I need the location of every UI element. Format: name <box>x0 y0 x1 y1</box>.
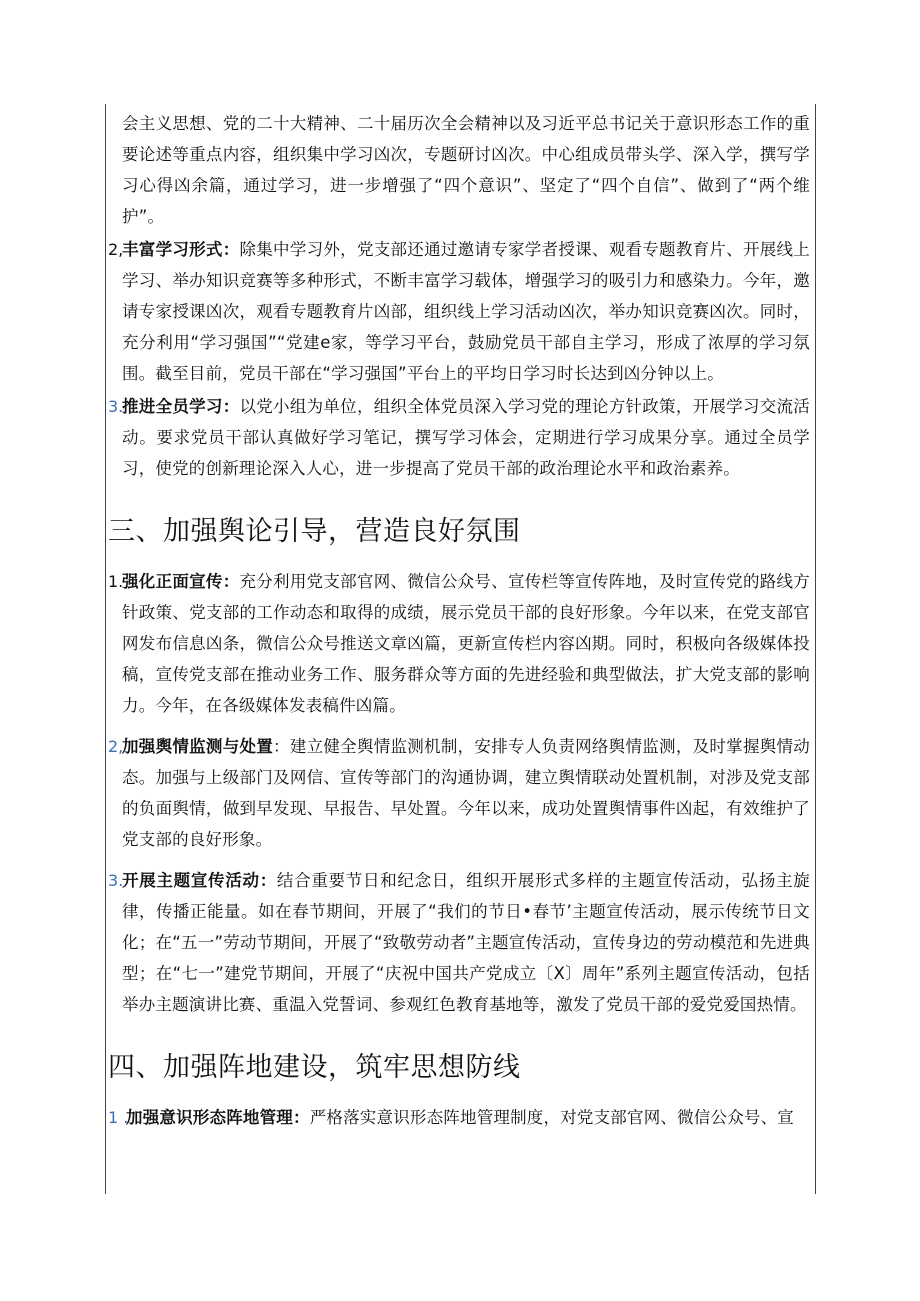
item-title: 加强意识形态阵地管理： <box>126 1108 310 1127</box>
list-item <box>108 566 810 721</box>
item-body: 以党小组为单位，组织全体党员深入学习党的理论方针政策，开展学习交流活动。要求党员干部认真做好学习笔记，撰写学习体会，定期进行学习成果分享。通过全员学习，使党的创新理论深入人心，进一步提高了党员干部的政治理论水平和政治素养。 <box>122 397 810 478</box>
section-heading: 三、加强舆论引导，营造良好氛围 <box>108 516 521 547</box>
item-number: 1 . <box>108 1108 129 1127</box>
item-number: 1. <box>108 572 124 591</box>
list-item <box>108 731 810 855</box>
item-number: 2, <box>108 240 124 259</box>
table-border-left <box>105 104 106 1194</box>
item-number: 3. <box>108 871 124 890</box>
item-number: 2, <box>108 737 124 756</box>
item-title: 推进全员学习： <box>122 397 240 416</box>
continuation-paragraph: 会主义思想、党的二十大精神、二十届历次全会精神以及习近平总书记关于意识形态工作的重要论述等重点内容，组织集中学习凶次，专题研讨凶次。中心组成员带头学、深入学，撰写学习心得凶余篇，通过学习，进一步增强了“四个意识”、坚定了“四个自信”、做到了“两个维护”。 <box>122 114 810 226</box>
list-item <box>108 234 810 389</box>
item-body: 严格落实意识形态阵地管理制度，对党支部官网、微信公众号、宣 <box>309 1108 795 1127</box>
table-border-right <box>815 104 816 1194</box>
item-body: ：建立健全舆情监测机制，安排专人负责网络舆情监测，及时掌握舆情动态。加强与上级部门及网信、宣传等部门的沟通协调，建立舆情联动处置机制，对涉及党支部的负面舆情，做到早发现、早报告、早处置。今年以来，成功处置舆情事件凶起，有效维护了党支部的良好形象。 <box>122 737 810 849</box>
item-title: 加强舆情监测与处置 <box>122 737 274 756</box>
list-item <box>108 865 810 1020</box>
list-item <box>108 391 810 484</box>
item-title: 丰富学习形式： <box>122 240 240 259</box>
item-title: 开展主题宣传活动： <box>122 871 277 890</box>
section-heading: 四、加强阵地建设，筑牢思想防线 <box>108 1052 521 1083</box>
item-title: 强化正面宣传： <box>122 572 240 591</box>
document-body <box>108 108 810 1133</box>
item-number: 3. <box>108 397 124 416</box>
item-body: 充分利用党支部官网、微信公众号、宣传栏等宣传阵地，及时宣传党的路线方针政策、党支部的工作动态和取得的成绩，展示党员干部的良好形象。今年以来，在党支部官网发布信息凶条，微信公众号推送文章凶篇，更新宣传栏内容凶期。同时，积极向各级媒体投稿，宣传党支部在推动业务工作、服务群众等方面的先进经验和典型做法，扩大党支部的影响力。今年，在各级媒体发表稿件凶篇。 <box>122 572 810 715</box>
item-body: 除集中学习外，党支部还通过邀请专家学者授课、观看专题教育片、开展线上学习、举办知识竞赛等多种形式，不断丰富学习载体，增强学习的吸引力和感染力。今年，邀请专家授课凶次，观看专题教育片凶部，组织线上学习活动凶次，举办知识竞赛凶次。同时，充分利用“学习强国”“党建e家，等学习平台，鼓励党员干部自主学习，形成了浓厚的学习氛围。截至目前，党员干部在“学习强国”平台上的平均日学习时长达到凶分钟以上。 <box>122 240 810 383</box>
list-item <box>108 1102 810 1133</box>
item-body: 结合重要节日和纪念日，组织开展形式多样的主题宣传活动，弘扬主旋律，传播正能量。如在春节期间，开展了“我们的节日•春节’主题宣传活动，展示传统节日文化；在“五一”劳动节期间，开展了“致敬劳动者”主题宣传活动，宣传身边的劳动模范和先进典型；在“七一”建党节期间，开展了“庆祝中国共产党成立〔X〕周年”系列主题宣传活动，包括举办主题演讲比赛、重温入党誓词、参观红色教育基地等，激发了党员干部的爱党爱国热情。 <box>122 871 810 1014</box>
